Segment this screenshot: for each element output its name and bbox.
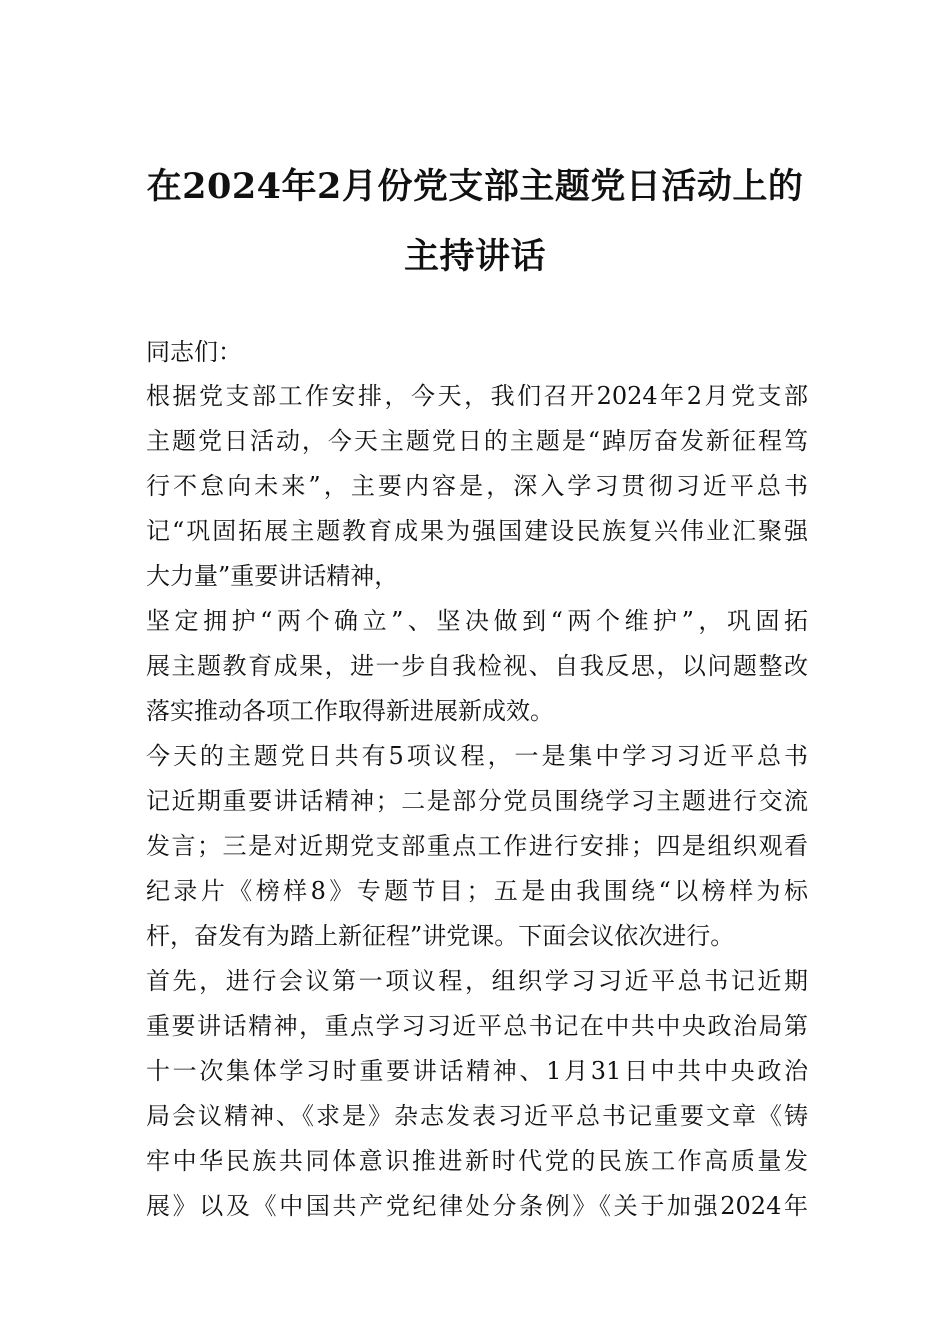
text-line: 坚定拥护“两个确立”、坚决做到“两个维护”，巩固拓 [146, 607, 808, 635]
text-line: 重要讲话精神，重点学习习近平总书记在中共中央政治局第 [146, 1012, 808, 1040]
text-line: 记“巩固拓展主题教育成果为强国建设民族复兴伟业汇聚强 [146, 517, 808, 545]
text-line: 展主题教育成果，进一步自我检视、自我反思，以问题整改 [146, 652, 808, 680]
text-line: 记近期重要讲话精神；二是部分党员围绕学习主题进行交流 [146, 787, 808, 815]
text-line: 纪录片《榜样8》专题节目；五是由我围绕“以榜样为标 [146, 877, 808, 905]
text-line: 局会议精神、《求是》杂志发表习近平总书记重要文章《铸 [146, 1102, 808, 1130]
text-line: 发言；三是对近期党支部重点工作进行安排；四是组织观看 [146, 832, 808, 860]
text-line: 展》以及《中国共产党纪律处分条例》《关于加强2024年 [146, 1192, 808, 1220]
text-line: 牢中华民族共同体意识推进新时代党的民族工作高质量发 [146, 1147, 808, 1175]
text-line: 杆，奋发有为踏上新征程”讲党课。下面会议依次进行。 [146, 922, 735, 950]
text-line: 行不怠向未来”，主要内容是，深入学习贯彻习近平总书 [146, 472, 808, 500]
text-line: 根据党支部工作安排，今天，我们召开2024年2月党支部 [146, 382, 808, 410]
text-line: 首先，进行会议第一项议程，组织学习习近平总书记近期 [146, 967, 808, 995]
salutation: 同志们： [146, 338, 242, 366]
text-line: 大力量”重要讲话精神， [146, 562, 399, 590]
text-line: 十一次集体学习时重要讲话精神、1月31日中共中央政治 [146, 1057, 808, 1085]
document-title-line-2: 主持讲话 [403, 236, 546, 277]
text-line: 主题党日活动，今天主题党日的主题是“踔厉奋发新征程笃 [146, 427, 808, 455]
text-line: 今天的主题党日共有5项议程，一是集中学习习近平总书 [146, 742, 808, 770]
document-title-line-1: 在2024年2月份党支部主题党日活动上的 [146, 166, 804, 207]
text-line: 落实推动各项工作取得新进展新成效。 [146, 697, 554, 725]
